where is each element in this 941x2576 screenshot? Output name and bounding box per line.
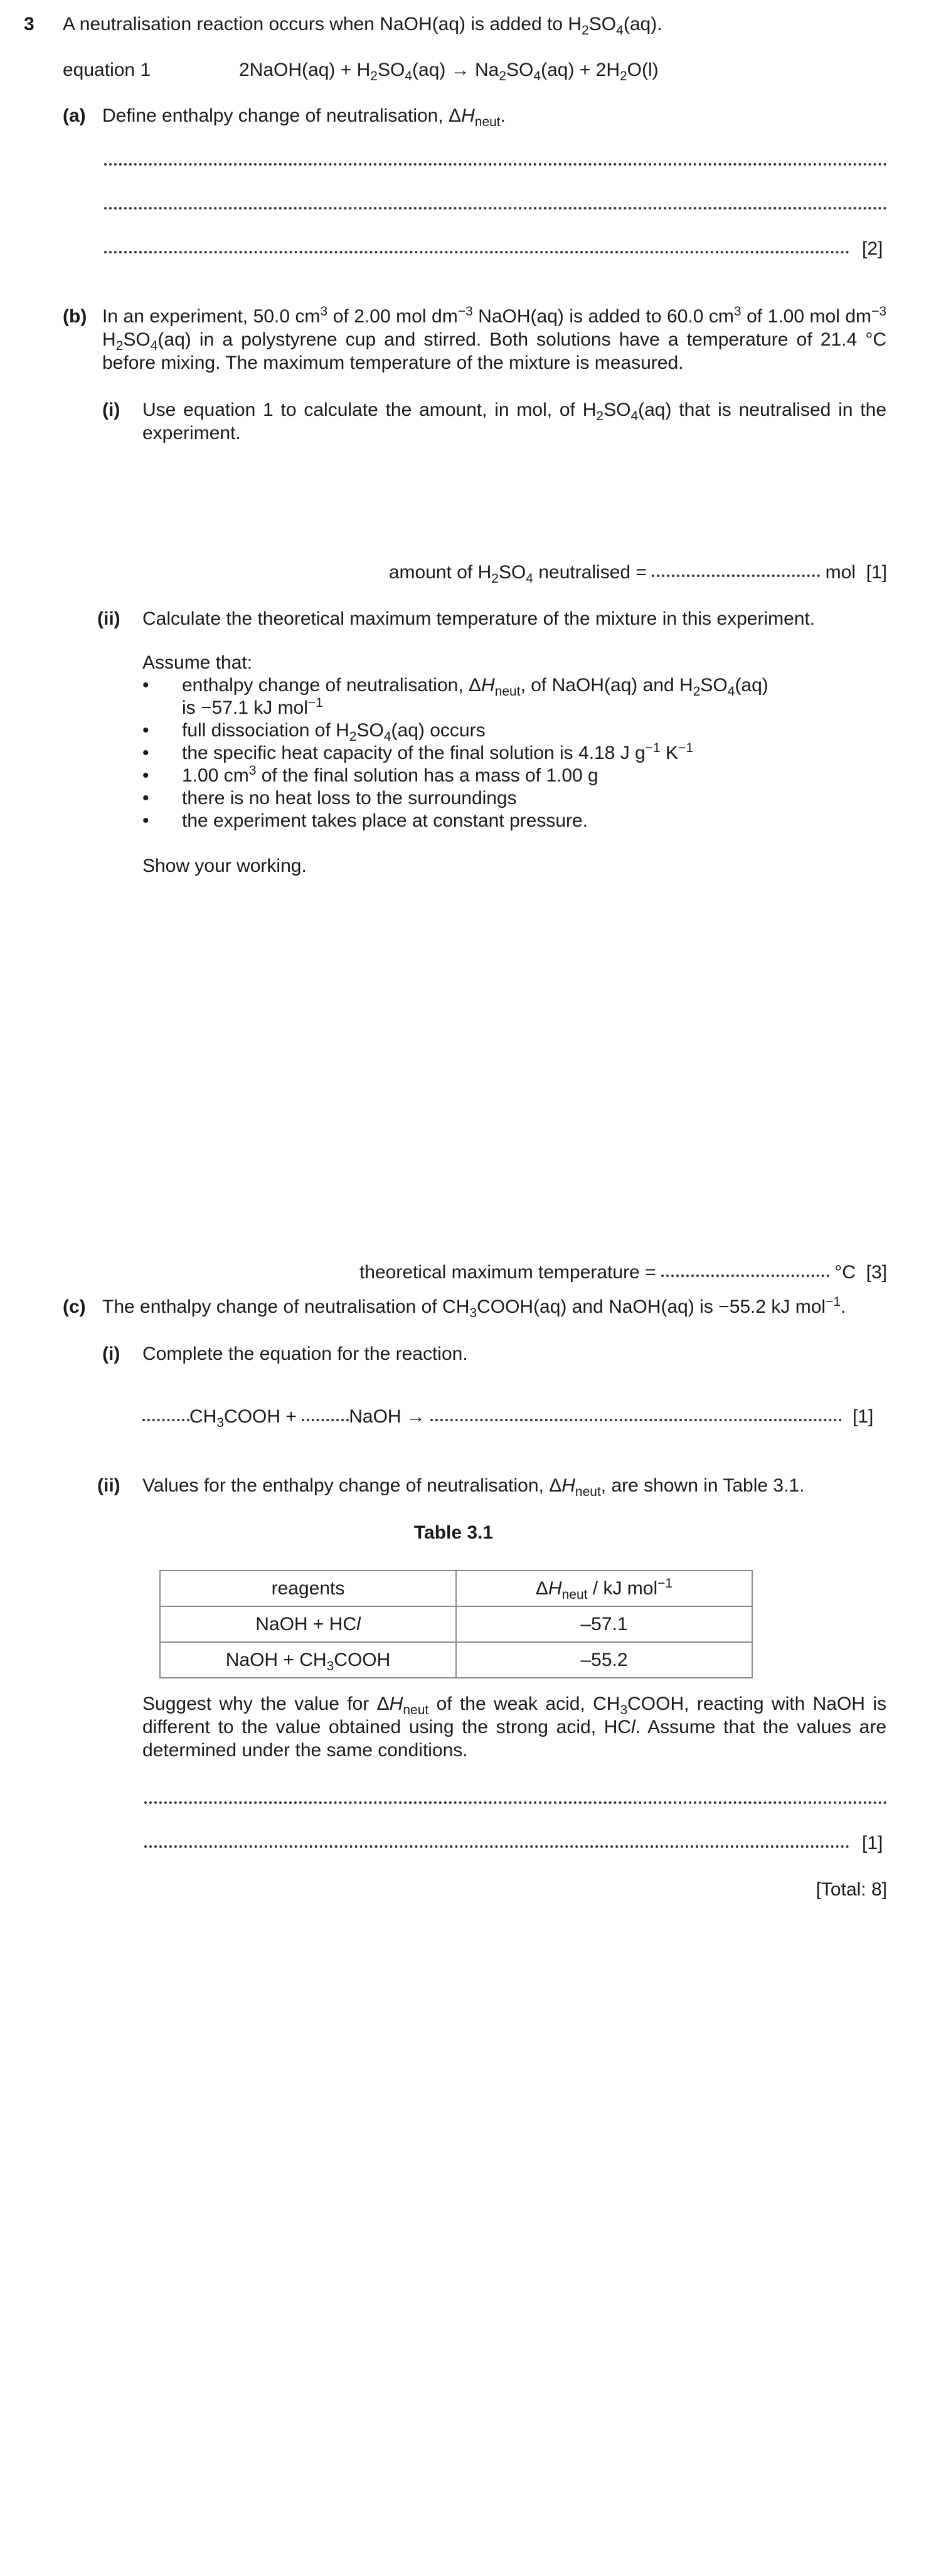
header-reagents: reagents: [160, 1571, 456, 1606]
bullet-1-text: enthalpy change of neutralisation, $\Delta H_{neut}$, of NaOH(aq) and $H_2SO_4(aq)$: [182, 675, 768, 699]
answer-line-a-1[interactable]: [104, 163, 887, 166]
bullet-2-text: full dissociation of $H_2SO_4(aq)$ occurs: [182, 720, 486, 744]
products-field[interactable]: [430, 1419, 842, 1421]
part-c-ii-label: (ii): [97, 1475, 120, 1496]
table-header-row: [160, 1571, 752, 1606]
part-b-line-3: before mixing. The maximum temperature of the mixture is measured.: [102, 352, 684, 373]
answer-line-c-ii-1[interactable]: [144, 1801, 887, 1804]
value-cell: –55.2: [456, 1642, 752, 1678]
reagent-cell: NaOH + HCl: [160, 1606, 456, 1642]
question-number: 3: [24, 14, 35, 34]
table-3-1: [159, 1570, 753, 1678]
equation-blank: $CH_3COOH$ + NaOH → [1]: [142, 1406, 873, 1428]
marks-a: [2]: [862, 238, 883, 259]
coefficient-field-naoh[interactable]: [302, 1419, 349, 1421]
part-c-i-label: (i): [102, 1344, 120, 1364]
suggest-line-2: different to the value obtained using the strong acid, HCl. Assume that the values are: [142, 1717, 886, 1737]
bullet-1: •: [142, 675, 149, 696]
table-title: Table 3.1: [413, 1522, 494, 1543]
part-b-i-line-1: Use equation 1 to calculate the amount, in mol, of $H_2SO_4(aq)$ that is neutralised in the: [142, 400, 886, 423]
table-row: [160, 1606, 752, 1642]
coefficient-field-ch3cooh[interactable]: [142, 1419, 189, 1421]
assume-heading: Assume that:: [142, 652, 253, 673]
answer-field-b-ii[interactable]: [661, 1275, 829, 1277]
part-b-ii-label: (ii): [97, 608, 120, 629]
bullet-5-text: there is no heat loss to the surroundings: [182, 788, 517, 808]
total-marks: [Total: 8]: [816, 1879, 887, 1900]
bullet-3: •: [142, 743, 149, 763]
answer-b-ii: theoretical maximum temperature = °C [3]: [359, 1262, 887, 1283]
answer-line-c-ii-2[interactable]: [144, 1845, 849, 1848]
header-enthalpy: $\Delta H_{neut}$ / kJ mol$^{-1}$: [456, 1571, 752, 1606]
part-c-label: (c): [63, 1296, 86, 1317]
bullet-6-text: the experiment takes place at constant pressure.: [182, 810, 588, 831]
marks-c-ii: [1]: [862, 1833, 883, 1853]
bullet-6: •: [142, 810, 149, 831]
answer-field-b-i[interactable]: [652, 575, 820, 577]
value-cell: –57.1: [456, 1606, 752, 1642]
part-b-ii-text: Calculate the theoretical maximum temperature of the mixture in this experiment.: [142, 608, 816, 629]
part-b-line-1: In an experiment, 50.0 $cm^3$ of 2.00 mol $dm^{-3}$ NaOH(aq) is added to 60.0 $cm^3$ of 1.00 mol $dm^{-3}$: [102, 304, 887, 327]
bullet-2: •: [142, 720, 149, 741]
question-intro: A neutralisation reaction occurs when NaOH(aq) is added to $H_2SO_4(aq)$.: [63, 14, 662, 38]
answer-b-i: amount of $H_2SO_4$ neutralised = mol [1]: [388, 562, 887, 586]
suggest-line-3: determined under the same conditions.: [142, 1740, 468, 1761]
table-row: [160, 1642, 752, 1678]
reagent-cell: NaOH + $CH_3COOH$: [160, 1642, 456, 1678]
answer-line-a-2[interactable]: [104, 207, 887, 209]
equation-1: 2NaOH(aq) + $H_2SO_4(aq) \to Na_2SO_4(aq) + 2H_2O(l)$: [239, 60, 659, 83]
part-b-line-2: $H_2SO_4(aq)$ in a polystyrene cup and stirred. Both solutions have a temperature of 21.4 °C: [102, 329, 886, 353]
bullet-3-text: the specific heat capacity of the final solution is 4.18 J $g^{-1}$ $K^{-1}$: [182, 741, 694, 763]
bullet-4-text: 1.00 $cm^3$ of the final solution has a mass of 1.00 g: [182, 763, 598, 786]
suggest-line-1: Suggest why the value for $\Delta H_{neut}$ of the weak acid, $CH_3COOH$, reacting with NaOH is: [142, 1693, 886, 1717]
equation-label: equation 1: [63, 60, 151, 80]
part-c-i-text: Complete the equation for the reaction.: [142, 1344, 468, 1364]
part-c-ii-text: Values for the enthalpy change of neutralisation, $\Delta H_{neut}$, are shown in Table 3.1.: [142, 1475, 805, 1499]
bullet-1-continued: is −57.1 kJ mol$^{-1}$: [182, 696, 323, 718]
show-working: Show your working.: [142, 856, 307, 876]
part-b-label: (b): [63, 306, 87, 327]
part-a-label: (a): [63, 105, 86, 126]
part-b-i-label: (i): [102, 400, 120, 420]
answer-line-a-3[interactable]: [104, 251, 849, 253]
part-b-i-line-2: experiment.: [142, 423, 241, 443]
part-a-text: Define enthalpy change of neutralisation, $\Delta H_{neut}$.: [102, 105, 506, 129]
part-c-text: The enthalpy change of neutralisation of $CH_3COOH(aq)$ and NaOH(aq) is −55.2 kJ mol$^{-1}$.: [102, 1295, 846, 1320]
bullet-4: •: [142, 765, 149, 786]
bullet-5: •: [142, 788, 149, 808]
